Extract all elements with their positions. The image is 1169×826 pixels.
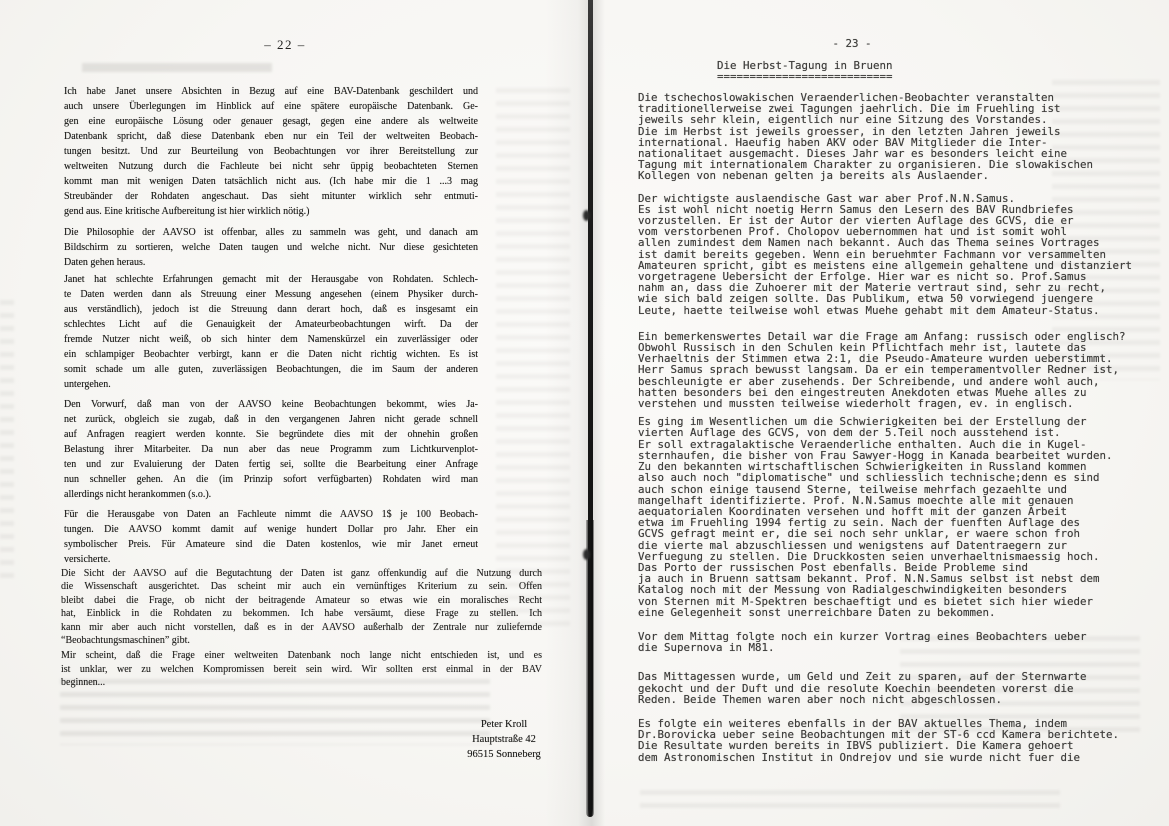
- body-paragraph: Ich habe Janet unsere Absichten in Bezug auf eine BAV-Datenbank geschildert und auch unsere Überlegungen im Hinblick auf eine spätere europäische Datenbank. Ge- gen eine europäische Lösung oder genauer gesagt, gegen eine andere als weltweite Datenbank spricht, daß diese Datenbank eben nur ein Teil der weltweiten Beobach- tungen besitzt. Und zur Beurteilung von Beobachtungen vor ihrer Bereitstellung zur weltweiten Nutzung durch die Fachleute bei nicht sehr üppig beobachteten Sternen kommt man mit wenigen Daten tatsächlich nicht aus. (Ich habe mir die 1 ...3 mag Streubänder der Rohdaten angeschaut. Das sieht mitunter wirklich sehr entmuti- gend aus. Eine kritische Aufbereitung ist hier wirklich nötig.): [64, 86, 478, 217]
- body-paragraph: Es ging im Wesentlichen um die Schwierigkeiten bei der Erstellung der vierten Auflage des GCVS, von dem der 5.Teil noch ausstehend ist. Er soll extragalaktische Veraenderliche enthalten. Auch die in Kugel- sternhaufen, die bisher von Frau Sawyer-Hogg in Kanada bearbeitet wurden. Zu den bekannten wirtschaftlischen Schwierigkeiten in Russland kommen also auch noch "diplomatische" und schliesslich technische;denn es sind auch schon einige tausend Sterne, teilweise mehrfach gezaehlte und mangelhaft identifizierte. Prof. N.N.Samus moechte alle mit genauen aequatorialen Koordinaten versehen und hofft mit der ganzen Arbeit etwa im Fruehling 1994 fertig zu sein. Nach der fuenften Auflage des GCVS gefragt meint er, die sei noch sehr unklar, er waere schon froh die vierte mal abzuschliessen und wenigstens auf Datentraegern zur Verfuegung zu stellen. Die Druckkosten seien unverhaeltnismaessig hoch. Das Porto der russischen Post ebenfalls. Beide Probleme sind ja auch in Bruenn sattsam bekannt. Prof. N.N.Samus selbst ist nebst dem Katalog noch mit der Messung von Radialgeschwindigkeiten besonders von Sternen mit M-Spektren beschaeftigt und es bietet sich hier wieder eine Gelegenheit sonst unerreichbare Daten zu bekommen.: [638, 416, 1113, 618]
- bleedthrough-smudge: [640, 790, 1060, 816]
- bleedthrough-smudge: [82, 63, 272, 72]
- body-paragraph: Für die Herausgabe von Daten an Fachleute nimmt die AAVSO 1$ je 100 Beobach- tungen. Die AAVSO kommt damit auf wenige hundert Dollar pro Jahr. Eher ein symbolischer Preis. Für Amateure sind die Daten kostenlos, wie mir Janet erneut versicherte.: [64, 509, 478, 565]
- right-page-text-column: [638, 92, 1146, 763]
- spine-line-lower: [586, 520, 594, 817]
- body-paragraph: Ein bemerkenswertes Detail war die Frage am Anfang: russisch oder englisch? Obwohl Russisch in den Schulen kein Pflichtfach mehr ist, lautete das Verhaeltnis der Stimmen etwa 2:1, die Pseudo-Amateure wurden ueberstimmt. Herr Samus sprach bewusst langsam. Da er ein temperamentvoller Redner ist, beschleunigte er aber zusehends. Der Schreibende, und andere wohl auch, hatten besonders bei den eingestreuten Anekdoten etwas Muehe alles zu verstehen und mussten teilweise wiederholt fragen, ev. in englisch.: [638, 330, 1126, 410]
- body-paragraph: Vor dem Mittag folgte noch ein kurzer Vortrag eines Beobachters ueber die Supernova in M81.: [638, 630, 1087, 654]
- article-title-underline: ===========================: [717, 70, 893, 83]
- footnote-paragraph: Mir scheint, daß die Frage einer weltweiten Datenbank noch lange nicht entschieden ist, und es ist unklar, wer zu welchen Kompromissen bereit sein wird. Wir sollten erst einmal in der BAV beginnen...: [61, 650, 542, 689]
- spine-shadow: [545, 0, 605, 826]
- body-paragraph: Der wichtigste auslaendische Gast war aber Prof.N.N.Samus. Es ist wohl nicht noetig Herrn Samus den Lesern des BAV Rundbriefes vorzustellen. Er ist der Autor der vierten Auflage des GCVS, die er vom verstorbenen Prof. Cholopov uebernommen hat und ist somit wohl allen zumindest dem Namen nach bekannt. Auch das Thema seines Vortrages ist damit bereits gegeben. Wenn ein beruehmter Fachmann vor versammelten Amateuren spricht, gibt es meistens eine allgemein gehaltene und distanziert vorgetragene Uebersicht der Erfolge. Hier war es nicht so. Prof.Samus nahm an, dass die Zuhoerer mit der Materie vertraut sind, sehr zu recht, wie sich bald zeigen sollte. Das Publikum, etwa 50 vorwiegend juengere Leute, haette teilweise wohl etwas Muehe gehabt mit dem Amateur-Status.: [638, 192, 1133, 316]
- body-paragraph: Das Mittagessen wurde, um Geld und Zeit zu sparen, auf der Sternwarte gekocht und der Duft und die resolute Koechin beendeten vorerst die Reden. Beide Themen waren aber noch nicht abgeschlossen.: [638, 671, 1087, 705]
- author-signature-block: Peter Kroll Hauptstraße 42 96515 Sonneberg: [467, 719, 541, 760]
- spine-speck: [583, 549, 590, 560]
- spine-speck: [583, 210, 590, 221]
- body-paragraph: Die Philosophie der AAVSO ist offenbar, alles zu sammeln was geht, und danach am Bildschirm zu sortieren, welche Daten taugen und welche nicht. Nur diese gesichteten Daten gehen heraus.: [64, 227, 478, 268]
- body-paragraph: Den Vorwurf, daß man von der AAVSO keine Beobachtungen bekommt, wies Ja- net zurück, obgleich sie zugab, daß in den vergangenen Jahren nicht gerade schnell auf Anfragen reagiert werden konnte. Sie begründete dies mit der ohnehin großen Belastung ihrer Mitarbeiter. Da nun aber das neue Programm zum Lichtkurvenplot- ten und zur Evaluierung der Daten fertig sei, sollte die Bearbeitung einer Anfrage nun schneller gehen. An die (im Prinzip sofort verfügbarten) Rohdaten wird man allerdings nicht herankommen (s.o.).: [64, 399, 478, 500]
- left-page-text-column: [64, 84, 478, 567]
- body-paragraph: Die tschechoslowakischen Veraenderlichen-Beobachter veranstalten traditionellerweise zwei Tagungen jaehrlich. Die im Fruehling ist jeweils sehr klein, eigentlich nur eine Sitzung des Vorstandes. Die im Herbst ist jeweils groesser, in den letzten Jahren jeweils international. Haeufig haben AKV oder BAV Mitglieder die Inter- nationalitaet ausgemacht. Dieses Jahr war es besonders leicht eine Tagung mit internationalem Charakter zu organisieren. Die slowakischen Kollegen von nebenan gelten ja bereits als Auslaender.: [638, 92, 1094, 182]
- footnote-paragraph: Die Sicht der AAVSO auf die Begutachtung der Daten ist ganz offenkundig auf die Nutzung durch die Wissenschaft ausgerichtet. Das scheint mir auch ein vernünftiges Kriterium zu sein. Offen bleibt dabei die Frage, ob nicht der beitragende Amateur so etwas wie ein moralisches Recht hat, Einblick in die Rohdaten zu bekommen. Ich habe versäumt, diese Frage zu stellen. Ich kann mir aber auch nicht vorstellen, daß es in der AAVSO außerhalb der Zentrale nur zuliefernde “Beobachtungsmaschinen” gibt.: [61, 568, 542, 647]
- body-paragraph: Es folgte ein weiteres ebenfalls in der BAV aktuelles Thema, indem Dr.Borovicka ueber seine Beobachtungen mit der ST-6 ccd Kamera berichtete. Die Resultate wurden bereits in IBVS publiziert. Die Kamera gehoert dem Astronomischen Institut in Ondrejov und sie wurde nicht fuer die: [638, 717, 1120, 763]
- page-number-22: – 22 –: [264, 37, 306, 52]
- article-title: Die Herbst-Tagung in Bruenn: [717, 59, 893, 72]
- left-page-footnote-column: [61, 567, 542, 690]
- body-paragraph: Janet hat schlechte Erfahrungen gemacht mit der Herausgabe von Rohdaten. Schlech- te Daten werden dann als Streuung einer Messung angesehen (einem Physiker durch- aus verständlich), jedoch ist die Streuung dann derart hoch, daß es insgesamt ein schlechtes Licht auf die Genauigkeit der Amateurbeobachtungen wirft. Da der fremde Nutzer nicht weiß, ob sich hinter dem Namenskürzel ein zuverlässiger oder ein schlampiger Beobachter verbirgt, kann er die Daten nicht richtig wichten. Es ist somit schade um alle guten, zuverlässigen Beobachtungen, die im Saum der anderen untergehen.: [64, 274, 478, 390]
- page-number-23: - 23 -: [832, 37, 872, 50]
- bleedthrough-smudge: [0, 300, 14, 580]
